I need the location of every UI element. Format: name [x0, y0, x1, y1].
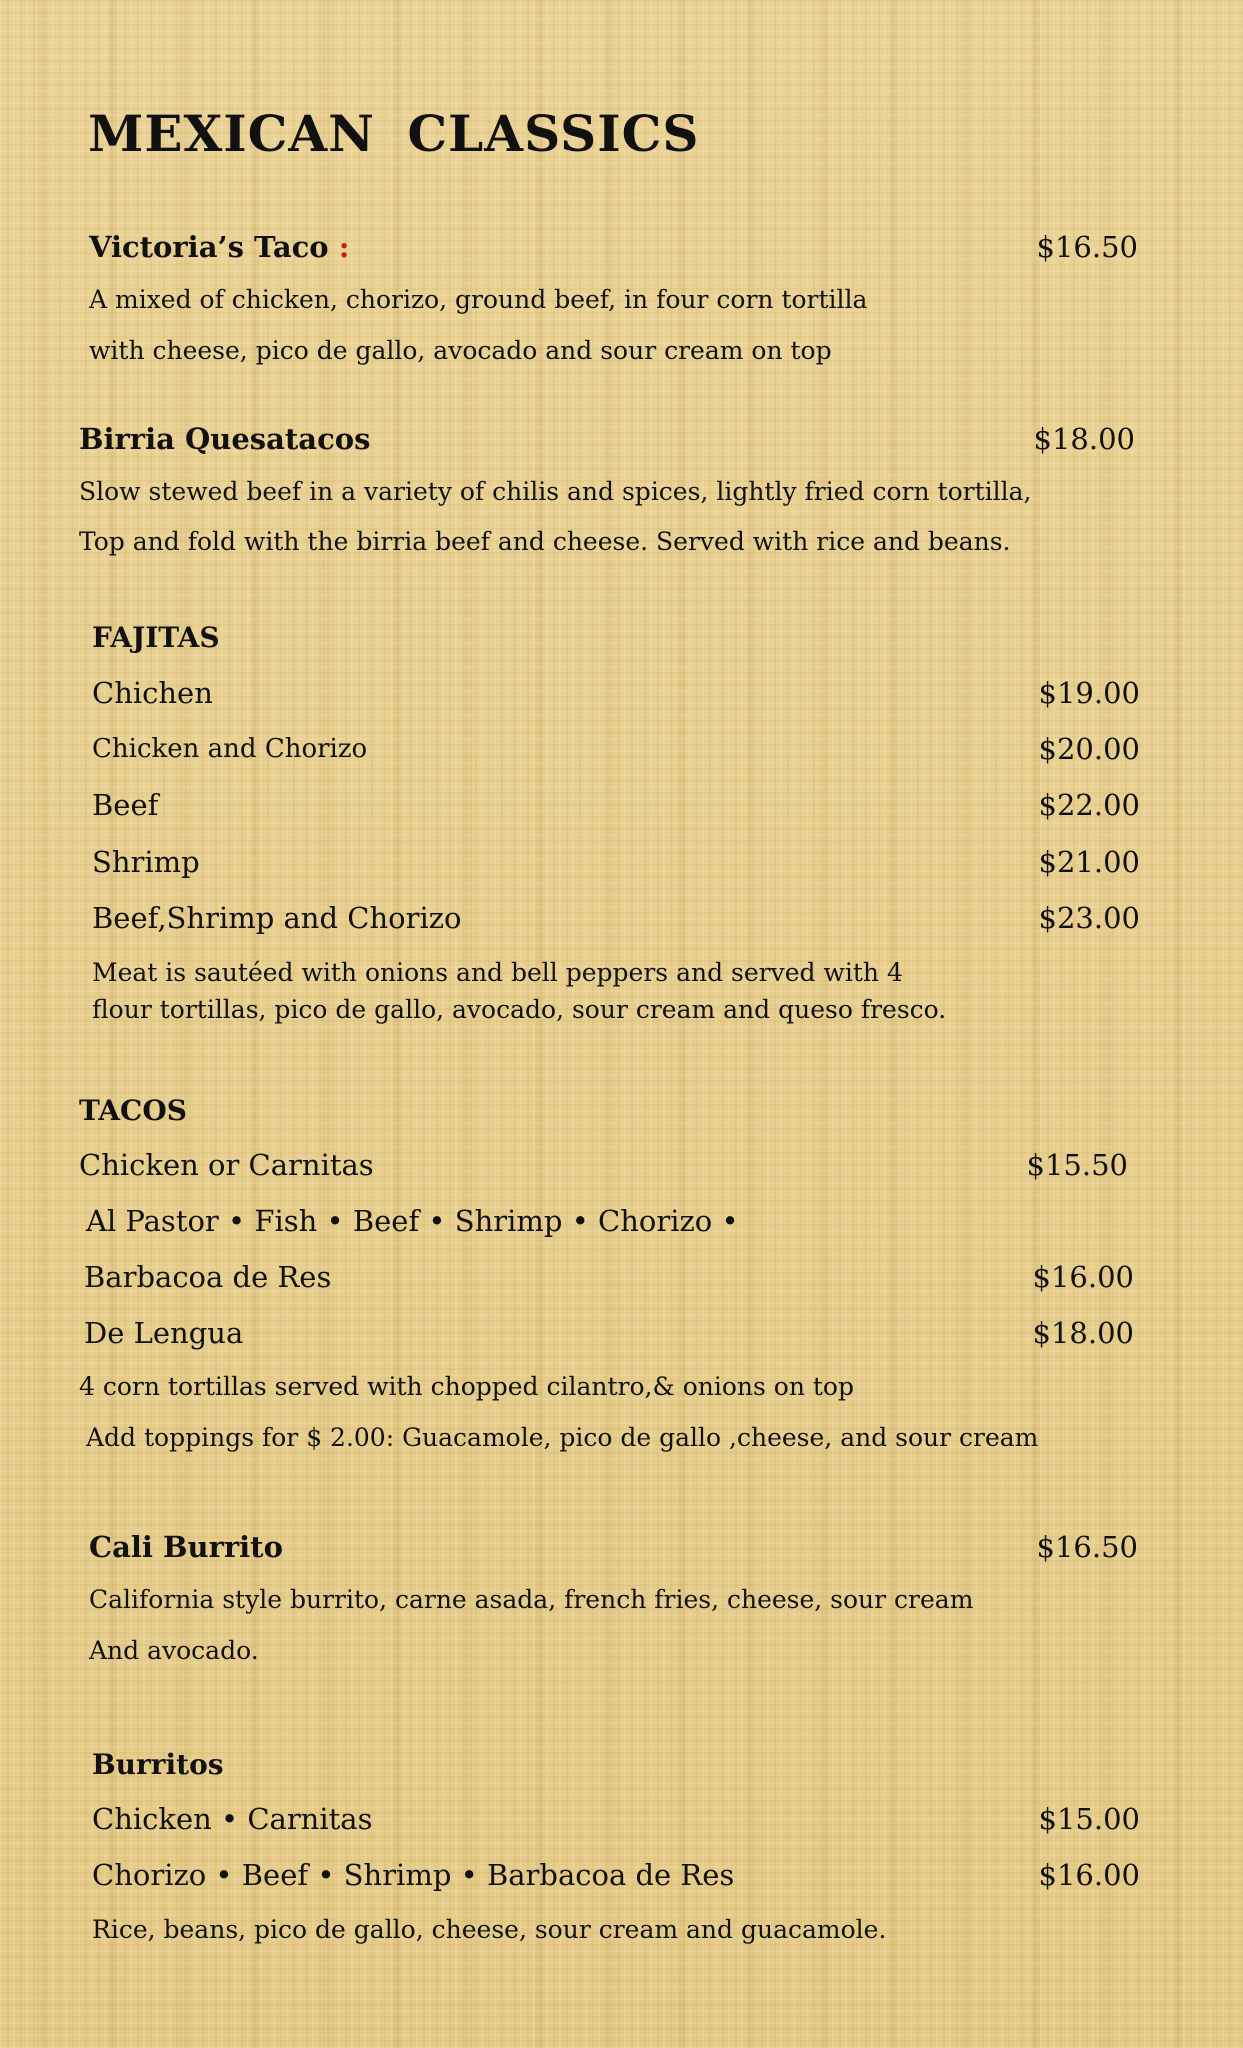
tacos-item-name: De Lengua	[84, 1316, 244, 1350]
tacos-options-list: Al Pastor • Fish • Beef • Shrimp • Chorizo •	[86, 1204, 739, 1238]
cali-burrito-price: $16.50	[1036, 1530, 1138, 1564]
fajitas-item-price: $21.00	[1038, 845, 1140, 879]
fajitas-desc-1: Meat is sautéed with onions and bell peppers and served with 4	[92, 958, 903, 987]
birria-name: Birria Quesatacos	[79, 422, 371, 456]
cali-burrito-name: Cali Burrito	[89, 1530, 283, 1564]
tacos-heading: TACOS	[79, 1094, 187, 1127]
fajitas-item-price: $23.00	[1038, 901, 1140, 935]
birria-price: $18.00	[1033, 422, 1135, 456]
victorias-taco-label: Victoria’s Taco	[89, 230, 329, 264]
birria-desc-1: Slow stewed beef in a variety of chilis and spices, lightly fried corn tortilla,	[79, 477, 1032, 506]
victorias-taco-price: $16.50	[1036, 230, 1138, 264]
menu-title: MEXICAN CLASSICS	[88, 104, 700, 163]
fajitas-item-price: $19.00	[1038, 676, 1140, 710]
fajitas-item-name: Beef	[92, 788, 159, 822]
burritos-heading: Burritos	[92, 1748, 224, 1781]
fajitas-item-price: $22.00	[1038, 788, 1140, 822]
burritos-item-price: $15.00	[1038, 1802, 1140, 1836]
fajitas-item-name: Chicken and Chorizo	[92, 734, 368, 764]
burritos-item-name: Chorizo • Beef • Shrimp • Barbacoa de Res	[92, 1858, 735, 1892]
tacos-item-price: $16.00	[1032, 1260, 1134, 1294]
fajitas-item-name: Beef,Shrimp and Chorizo	[92, 901, 462, 935]
victorias-taco-desc-1: A mixed of chicken, chorizo, ground beef, in four corn tortilla	[89, 285, 868, 314]
burritos-item-name: Chicken • Carnitas	[92, 1802, 373, 1836]
victorias-taco-name	[89, 230, 349, 264]
tacos-desc-2: Add toppings for $ 2.00: Guacamole, pico de gallo ,cheese, and sour cream	[86, 1423, 1039, 1452]
fajitas-heading: FAJITAS	[92, 621, 220, 654]
burritos-desc: Rice, beans, pico de gallo, cheese, sour cream and guacamole.	[92, 1915, 887, 1944]
tacos-item-price: $18.00	[1032, 1316, 1134, 1350]
fajitas-desc-2: flour tortillas, pico de gallo, avocado, sour cream and queso fresco.	[92, 995, 947, 1024]
burritos-item-price: $16.00	[1038, 1858, 1140, 1892]
tacos-item-name: Chicken or Carnitas	[79, 1148, 374, 1182]
cali-burrito-desc-2: And avocado.	[89, 1636, 259, 1665]
tacos-item-price: $15.50	[1026, 1148, 1128, 1182]
cali-burrito-desc-1: California style burrito, carne asada, french fries, cheese, sour cream	[89, 1585, 974, 1614]
fajitas-item-name: Chichen	[92, 676, 213, 710]
birria-desc-2: Top and fold with the birria beef and cheese. Served with rice and beans.	[79, 527, 1011, 556]
fajitas-item-name: Shrimp	[92, 845, 200, 879]
tacos-desc-1: 4 corn tortillas served with chopped cilantro,& onions on top	[79, 1372, 854, 1401]
victorias-taco-desc-2: with cheese, pico de gallo, avocado and sour cream on top	[89, 336, 832, 365]
tacos-item-name: Barbacoa de Res	[84, 1260, 332, 1294]
fajitas-item-price: $20.00	[1038, 732, 1140, 766]
victorias-taco-colon: :	[338, 230, 350, 264]
